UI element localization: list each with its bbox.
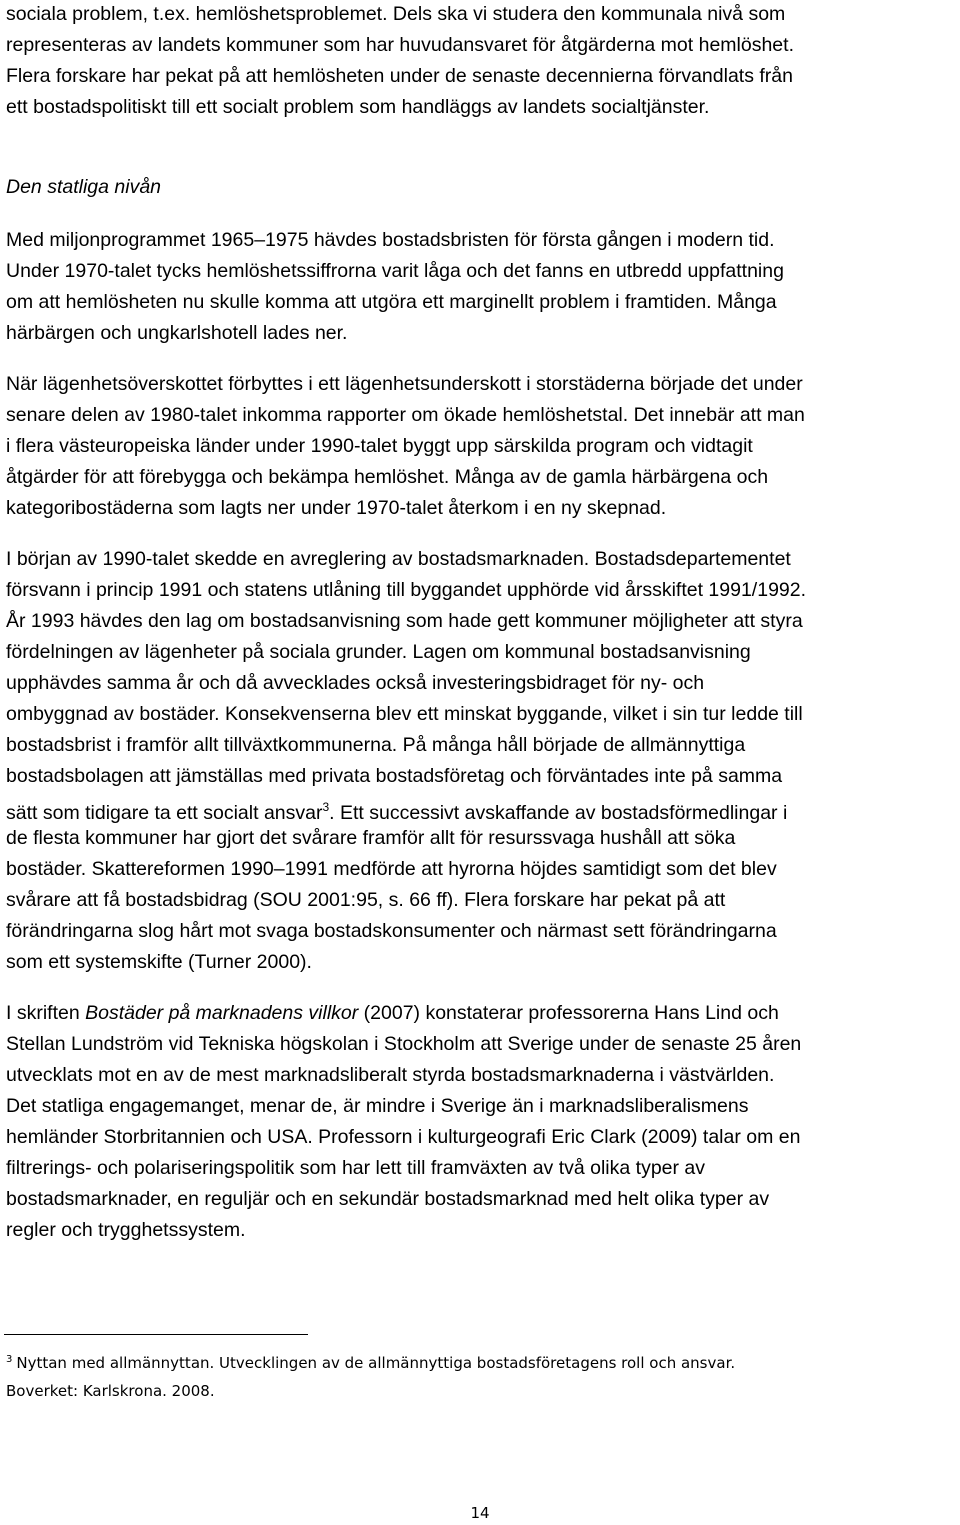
text-line: Flera forskare har pekat på att hemlösheten under de senaste decennierna förvandlats från — [6, 65, 793, 87]
text-line: kategoribostäderna som lagts ner under 1970-talet återkom i en ny skepnad. — [6, 497, 667, 519]
footnote-number: 3 — [6, 1354, 13, 1365]
text-line: fördelningen av lägenheter på sociala grunder. Lagen om kommunal bostadsanvisning — [6, 641, 751, 663]
text-line: härbärgen och ungkarlshotell lades ner. — [6, 322, 348, 344]
text-line: upphävdes samma år och då avvecklades också investeringsbidraget för ny- och — [6, 672, 705, 694]
text-line: förändringarna slog hårt mot svaga bostadskonsumenter och närmast sett förändringarna — [6, 920, 777, 942]
footnote-text: Boverket: Karlskrona. 2008. — [6, 1382, 215, 1400]
text-line: bostäder. Skattereformen 1990–1991 medförde att hyrorna höjdes samtidigt som det blev — [6, 858, 777, 880]
text-line: Med miljonprogrammet 1965–1975 hävdes bostadsbristen för första gången i modern tid. — [6, 229, 775, 251]
text-line: utvecklats mot en av de mest marknadsliberalt styrda bostadsmarknaderna i västvärlden. — [6, 1064, 775, 1086]
footnote-reference: 3 — [322, 800, 330, 814]
text-line: När lägenhetsöverskottet förbyttes i ett lägenhetsunderskott i storstäderna började det under — [6, 373, 803, 395]
text-line: bostadsbrist i framför allt tillväxtkommunerna. På många håll började de allmännyttiga — [6, 734, 746, 756]
text-segment: (2007) konstaterar professorerna Hans Lind och — [358, 1002, 779, 1024]
text-line: I början av 1990-talet skedde en avreglering av bostadsmarknaden. Bostadsdepartementet — [6, 548, 791, 570]
text-line: försvann i princip 1991 och statens utlåning till byggandet upphörde vid årsskiftet 1991/1992. — [6, 579, 807, 601]
section-heading: Den statliga nivån — [6, 176, 162, 198]
text-line: bostadsmarknader, en reguljär och en sekundär bostadsmarknad med helt olika typer av — [6, 1188, 770, 1210]
text-segment: I skriften — [6, 1002, 86, 1024]
text-line: om att hemlösheten nu skulle komma att utgöra ett marginellt problem i framtiden. Många — [6, 291, 777, 313]
text-line: de flesta kommuner har gjort det svårare framför allt för resurssvaga hushåll att söka — [6, 827, 736, 849]
text-line: Stellan Lundström vid Tekniska högskolan i Stockholm att Sverige under de senaste 25 åren — [6, 1033, 802, 1055]
text-line: filtrerings- och polariseringspolitik som har lett till framväxten av två olika typer av — [6, 1157, 706, 1179]
text-line: senare delen av 1980-talet inkomma rapporter om ökade hemlöshetstal. Det innebär att man — [6, 404, 805, 426]
text-line: representeras av landets kommuner som har huvudansvaret för åtgärderna mot hemlöshet. — [6, 34, 794, 56]
text-segment: sätt som tidigare ta ett socialt ansvar — [6, 802, 323, 824]
footnote-separator — [4, 1334, 308, 1335]
text-line: Under 1970-talet tycks hemlöshetssiffrorna varit låga och det fanns en utbredd uppfattning — [6, 260, 784, 282]
text-line: regler och trygghetssystem. — [6, 1219, 246, 1241]
page-number: 14 — [470, 1504, 490, 1522]
text-line: Det statliga engagemanget, menar de, är mindre i Sverige än i marknadsliberalismens — [6, 1095, 749, 1117]
text-line: ombyggnad av bostäder. Konsekvenserna blev ett minskat byggande, vilket i sin tur ledde till — [6, 703, 803, 725]
footnote — [6, 1350, 735, 1373]
text-line: som ett systemskifte (Turner 2000). — [6, 951, 312, 973]
text-line: sociala problem, t.ex. hemlöshetsproblemet. Dels ska vi studera den kommunala nivå som — [6, 3, 786, 25]
text-line: åtgärder för att förebygga och bekämpa hemlöshet. Många av de gamla härbärgena och — [6, 466, 769, 488]
book-title: Bostäder på marknadens villkor — [85, 1002, 359, 1024]
footnote-text: Nyttan med allmännyttan. Utvecklingen av de allmännyttiga bostadsföretagens roll och ansvar. — [16, 1354, 736, 1372]
text-line: ett bostadspolitiskt till ett socialt problem som handläggs av landets socialtjänster. — [6, 96, 710, 118]
text-line: År 1993 hävdes den lag om bostadsanvisning som hade gett kommuner möjligheter att styra — [6, 610, 803, 632]
text-line: hemländer Storbritannien och USA. Professorn i kulturgeografi Eric Clark (2009) talar om en — [6, 1126, 801, 1148]
text-line — [6, 1001, 779, 1025]
text-line: svårare att få bostadsbidrag (SOU 2001:95, s. 66 ff). Flera forskare har pekat på att — [6, 889, 726, 911]
text-line — [6, 795, 787, 825]
text-line: i flera västeuropeiska länder under 1990-talet byggt upp särskilda program och vidtagit — [6, 435, 753, 457]
text-line: bostadsbolagen att jämställas med privata bostadsföretag och förväntades inte på samma — [6, 765, 783, 787]
text-segment: . Ett successivt avskaffande av bostadsförmedlingar i — [329, 802, 788, 824]
